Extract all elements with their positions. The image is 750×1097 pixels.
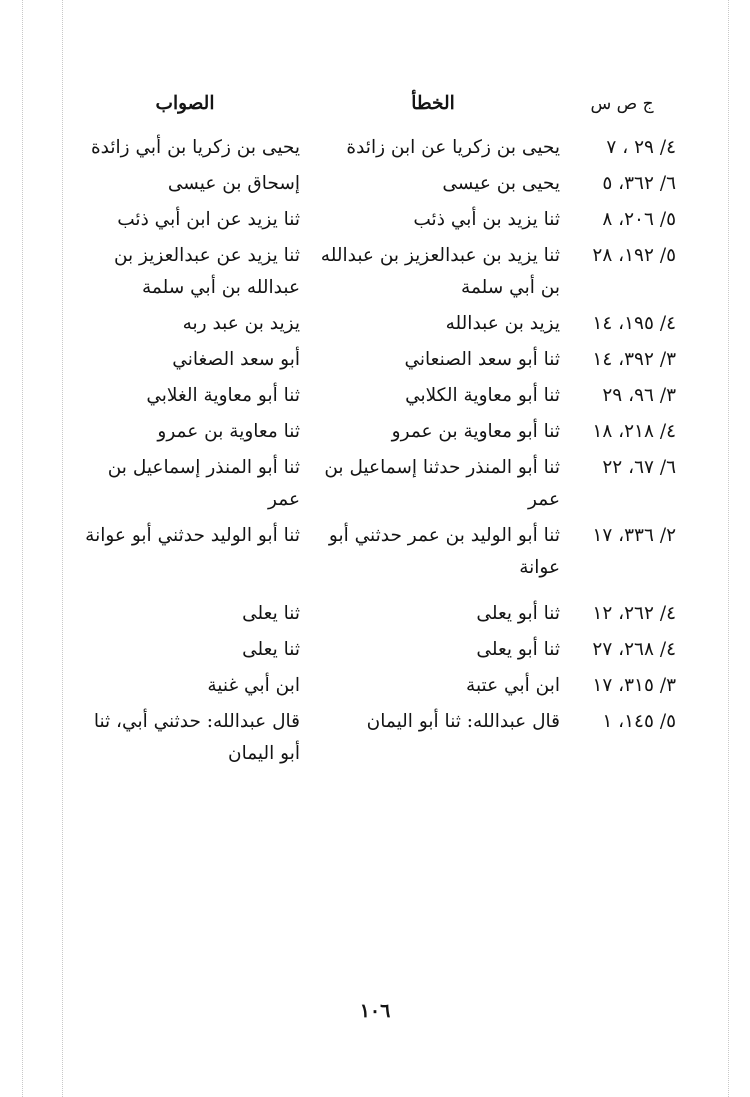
correct-cell: إسحاق بن عيسى	[167, 173, 300, 194]
reference-cell: ٤/ ٢١٨، ١٨	[592, 421, 676, 442]
wrong-cell: ابن أبي عتبة	[466, 675, 560, 696]
errata-header-row	[70, 88, 680, 132]
correct-cell: يحيى بن زكريا بن أبي زائدة	[90, 137, 300, 158]
reference-cell: ٥/ ٢٠٦، ٨	[602, 209, 676, 230]
errata-row	[70, 416, 680, 448]
reference-cell: ٣/ ٣١٥، ١٧	[592, 675, 676, 696]
correct-cell: ثنا معاوية بن عمرو	[157, 421, 300, 442]
errata-row	[70, 670, 680, 702]
wrong-cell: ثنا يزيد بن أبي ذئب	[413, 209, 560, 230]
errata-table	[70, 88, 680, 774]
wrong-cell: يحيى بن عيسى	[442, 173, 560, 194]
reference-cell: ٤/ ١٩٥، ١٤	[592, 313, 676, 334]
wrong-cell: ثنا أبو يعلى	[476, 639, 560, 660]
wrong-cell: ثنا يزيد بن عبدالعزيز بن عبدالله بن أبي سلمة	[320, 245, 560, 298]
page-number: ١٠٦	[359, 1000, 391, 1022]
reference-cell: ٤/ ٢٦٨، ٢٧	[592, 639, 676, 660]
wrong-cell: ثنا أبو سعد الصنعاني	[404, 349, 560, 370]
correct-cell: ثنا أبو الوليد حدثني أبو عوانة	[85, 525, 300, 546]
header-correct: الصواب	[155, 93, 215, 114]
reference-cell: ٣/ ٩٦، ٢٩	[602, 385, 676, 406]
wrong-cell: ثنا أبو المنذر حدثنا إسماعيل بن عمر	[324, 457, 560, 510]
wrong-cell: ثنا أبو يعلى	[476, 603, 560, 624]
reference-cell: ٣/ ٣٩٢، ١٤	[592, 349, 676, 370]
correct-cell: ثنا يعلى	[242, 639, 300, 660]
header-reference: ج ص س	[590, 94, 654, 114]
correct-cell: يزيد بن عبد ربه	[182, 313, 300, 334]
correct-cell: قال عبدالله: حدثني أبي، ثنا أبو اليمان	[93, 711, 300, 764]
errata-row	[70, 706, 680, 770]
errata-row	[70, 452, 680, 516]
reference-cell: ٥/ ١٤٥، ١	[602, 711, 676, 732]
errata-row	[70, 634, 680, 666]
wrong-cell: يزيد بن عبدالله	[445, 313, 560, 334]
errata-row	[70, 308, 680, 340]
correct-cell: ابن أبي غنية	[207, 675, 300, 696]
errata-row	[70, 380, 680, 412]
header-wrong: الخطأ	[411, 93, 455, 114]
correct-cell: ثنا أبو المنذر إسماعيل بن عمر	[107, 457, 300, 510]
reference-cell: ٦/ ٣٦٢، ٥	[602, 173, 676, 194]
errata-row	[70, 520, 680, 584]
errata-row	[70, 598, 680, 630]
reference-cell: ٤/ ٢٦٢، ١٢	[592, 603, 676, 624]
wrong-cell: قال عبدالله: ثنا أبو اليمان	[366, 711, 560, 732]
correct-cell: ثنا يزيد عن عبدالعزيز بن عبدالله بن أبي سلمة	[113, 245, 300, 298]
correct-cell: أبو سعد الصغاني	[172, 349, 300, 370]
correct-cell: ثنا يعلى	[242, 603, 300, 624]
errata-row	[70, 168, 680, 200]
wrong-cell: ثنا أبو معاوية بن عمرو	[391, 421, 560, 442]
errata-row	[70, 204, 680, 236]
scan-edge-line	[728, 0, 729, 1097]
correct-cell: ثنا أبو معاوية الغلابي	[146, 385, 300, 406]
correct-cell: ثنا يزيد عن ابن أبي ذئب	[117, 209, 300, 230]
errata-row	[70, 132, 680, 164]
reference-cell: ٤/ ٢٩ ، ٧	[606, 137, 676, 158]
scan-edge-line	[62, 0, 63, 1097]
errata-row	[70, 344, 680, 376]
reference-cell: ٥/ ١٩٢، ٢٨	[592, 245, 676, 266]
wrong-cell: ثنا أبو معاوية الكلابي	[405, 385, 560, 406]
reference-cell: ٢/ ٣٣٦، ١٧	[592, 525, 676, 546]
wrong-cell: ثنا أبو الوليد بن عمر حدثني أبو عوانة	[328, 525, 560, 578]
errata-row	[70, 240, 680, 304]
reference-cell: ٦/ ٦٧، ٢٢	[602, 457, 676, 478]
scan-edge-line	[22, 0, 23, 1097]
wrong-cell: يحيى بن زكريا عن ابن زائدة	[346, 137, 560, 158]
